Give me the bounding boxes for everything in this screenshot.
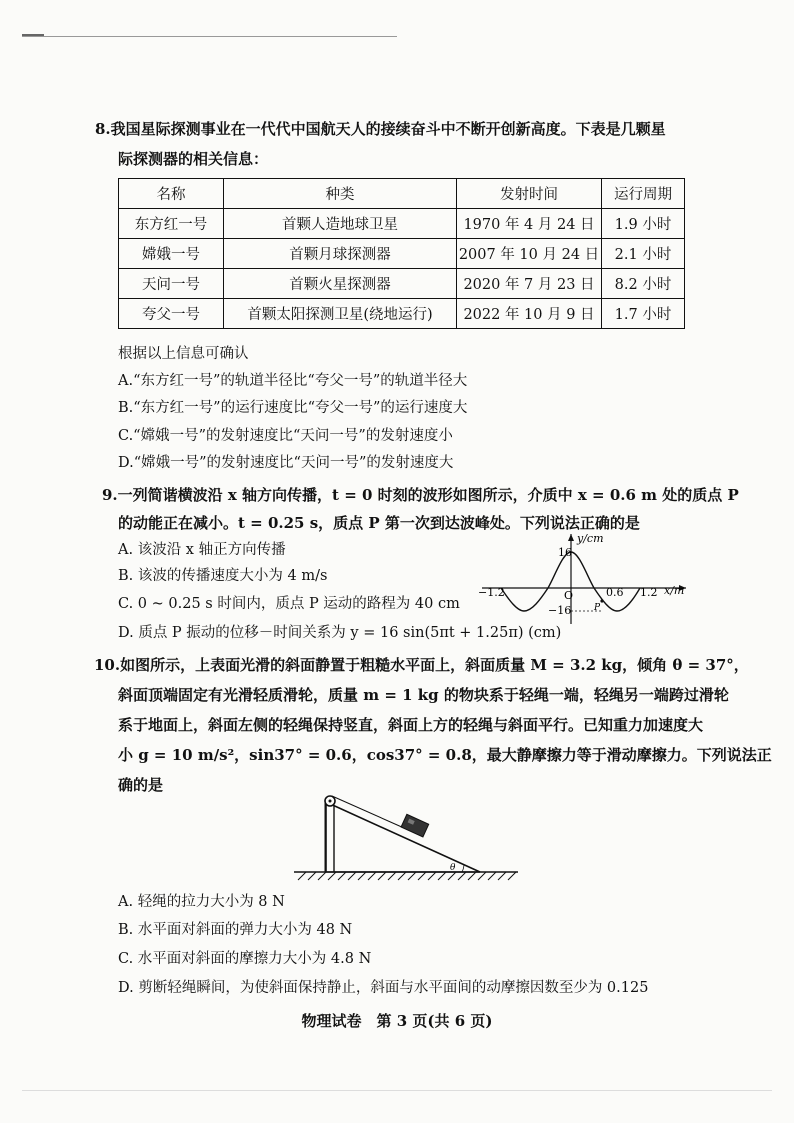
question-9-option-d: D. 质点 P 振动的位移－时间关系为 y = 16 sin(5πt + 1.25π) (cm) [118,625,562,641]
table-cell: 东方红一号 [119,209,224,239]
table-cell: 首颗火星探测器 [224,269,457,299]
table-header-cell: 种类 [224,179,457,209]
table-row [119,299,685,329]
question-10-option-a: A. 轻绳的拉力大小为 8 N [118,894,285,910]
question-8-stem-line2: 际探测器的相关信息： [118,150,269,168]
question-8-stem-end: 根据以上信息可确认 [118,346,249,362]
table-cell: 天问一号 [119,269,224,299]
table-cell: 1.9 小时 [602,209,685,239]
table-row [119,239,685,269]
question-10-stem-line4: 小 g = 10 m/s²，sin37° = 0.6，cos37° = 0.8，最大静摩擦力等于滑动摩擦力。下列说法正 [118,746,772,764]
probe-info-table [118,178,685,329]
incline-body [326,802,480,872]
table-cell: 1.7 小时 [602,299,685,329]
question-9-option-c: C. 0 ~ 0.25 s 时间内，质点 P 运动的路程为 40 cm [118,596,460,612]
table-header-row [119,179,685,209]
table-cell: 2.1 小时 [602,239,685,269]
question-9-option-b: B. 该波的传播速度大小为 4 m/s [118,568,328,584]
table-cell: 夸父一号 [119,299,224,329]
table-cell: 首颗太阳探测卫星(绕地运行) [224,299,457,329]
table-cell: 8.2 小时 [602,269,685,299]
page-footer: 物理试卷 第 3 页(共 6 页) [301,1012,493,1030]
question-9-number: 9. [102,486,118,504]
question-8-option-c: C.“嫦娥一号”的发射速度比“天问一号”的发射速度小 [118,428,453,444]
y-axis-arrow [568,534,574,541]
question-10-option-c: C. 水平面对斜面的摩擦力大小为 4.8 N [118,951,372,967]
table-header-cell: 名称 [119,179,224,209]
table-cell: 嫦娥一号 [119,239,224,269]
origin-label: O [564,589,574,602]
question-8-option-d: D.“嫦娥一号”的发射速度比“天问一号”的发射速度大 [118,455,454,471]
question-10-stem-line2: 斜面顶端固定有光滑轻质滑轮，质量 m = 1 kg 的物块系于轻绳一端，轻绳另一端跨过滑轮 [118,686,729,704]
question-8-number: 8. [95,120,111,138]
x-neg-label: −1.2 [478,586,505,599]
table-cell: 首颗月球探测器 [224,239,457,269]
y-max-label: 16 [558,546,572,559]
question-10-stem-line1: 如图所示，上表面光滑的斜面静置于粗糙水平面上，斜面质量 M = 3.2 kg，倾角 θ = 37°， [120,656,749,674]
angle-arc [462,864,464,872]
question-10-stem-line3: 系于地面上，斜面左侧的轻绳保持竖直，斜面上方的轻绳与斜面平行。已知重力加速度大 [118,716,704,734]
wave-graph [474,530,694,626]
point-p-label: P [594,603,601,613]
x-axis-label: x/m [664,584,685,597]
footer-line [22,1090,772,1091]
question-9-option-a: A. 该波沿 x 轴正方向传播 [118,542,286,558]
question-9-stem-line1: 一列简谐横波沿 x 轴方向传播，t = 0 时刻的波形如图所示，介质中 x = 0.6 m 处的质点 P [117,486,739,504]
point-p [600,599,603,602]
incline-figure [292,790,522,886]
table-row [119,209,685,239]
ground-hatch [298,872,516,880]
question-10-stem-line5: 确的是 [118,776,164,794]
header-line [22,36,397,37]
table-cell: 2022 年 10 月 9 日 [457,299,602,329]
question-8-option-b: B.“东方红一号”的运行速度比“夸父一号”的运行速度大 [118,400,468,416]
y-axis-label: y/cm [577,532,604,545]
table-row [119,269,685,299]
table-header-cell: 运行周期 [602,179,685,209]
table-cell: 2020 年 7 月 23 日 [457,269,602,299]
x-06-label: 0.6 [606,586,624,599]
question-10-option-d: D. 剪断轻绳瞬间，为使斜面保持静止，斜面与水平面间的动摩擦因数至少为 0.125 [118,980,649,996]
table-cell: 2007 年 10 月 24 日 [457,239,602,269]
x-12-label: 1.2 [640,586,658,599]
block [401,814,429,837]
question-10-option-b: B. 水平面对斜面的弹力大小为 48 N [118,922,353,938]
table-cell: 1970 年 4 月 24 日 [457,209,602,239]
table-header-cell: 发射时间 [457,179,602,209]
y-min-label: −16 [548,604,572,617]
question-8-stem-line1: 我国星际探测事业在一代代中国航天人的接续奋斗中不断开创新高度。下表是几颗星 [110,120,666,138]
question-10-number: 10. [94,656,121,674]
question-9-stem-line2: 的动能正在减小。t = 0.25 s，质点 P 第一次到达波峰处。下列说法正确的是 [118,514,640,532]
angle-label: θ [450,863,456,873]
question-8-option-a: A.“东方红一号”的轨道半径比“夸父一号”的轨道半径大 [118,373,468,389]
rope-along-incline [332,796,404,828]
pulley-axle [329,800,332,803]
table-cell: 首颗人造地球卫星 [224,209,457,239]
